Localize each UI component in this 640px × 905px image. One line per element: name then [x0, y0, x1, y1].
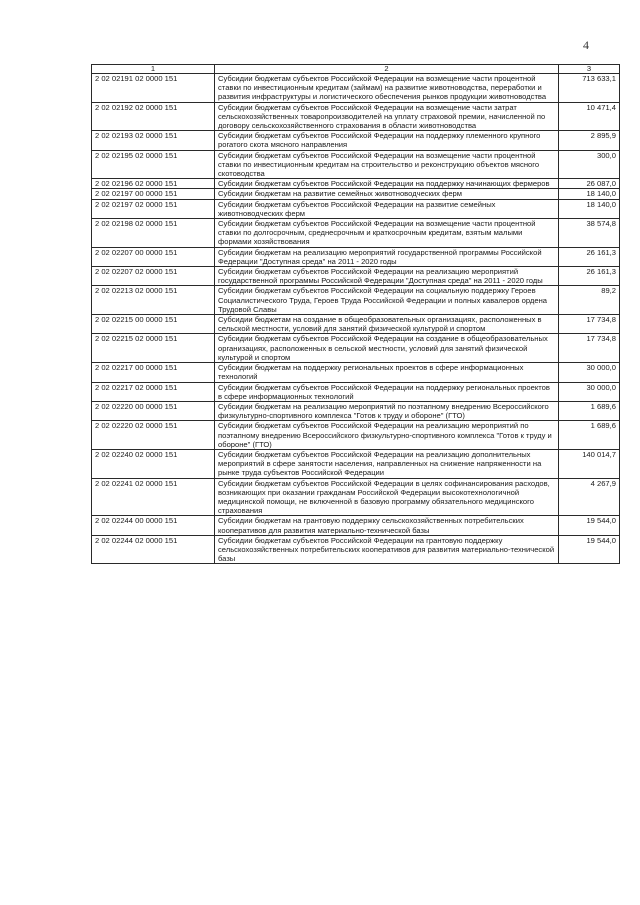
- table-row: [92, 267, 620, 286]
- budget-code-cell: 2 02 02207 00 0000 151: [92, 247, 215, 266]
- description-cell: Субсидии бюджетам субъектов Российской Федерации на поддержку племенного крупного рогатого скота мясного направления: [215, 131, 559, 150]
- amount-cell: 26 161,3: [559, 267, 620, 286]
- description-cell: Субсидии бюджетам субъектов Российской Федерации на социальную поддержку Героев Социалистического Труда, Героев Труда Российской Федерации и полных кавалеров ордена Трудовой Славы: [215, 286, 559, 315]
- column-header-code: 1: [92, 65, 215, 74]
- description-cell: Субсидии бюджетам субъектов Российской Федерации на поддержку начинающих фермеров: [215, 179, 559, 189]
- table-row: [92, 189, 620, 199]
- description-cell: Субсидии бюджетам субъектов Российской Федерации на возмещение части процентной ставки по инвестиционным кредитам (займам) на развитие животноводства, переработки и развития инфраструктуры и логистического обеспечения рынков продукции животноводства: [215, 74, 559, 103]
- table-row: [92, 449, 620, 478]
- amount-cell: 18 140,0: [559, 199, 620, 218]
- budget-code-cell: 2 02 02213 02 0000 151: [92, 286, 215, 315]
- amount-cell: 140 014,7: [559, 449, 620, 478]
- column-header-amount: 3: [559, 65, 620, 74]
- budget-code-cell: 2 02 02215 02 0000 151: [92, 334, 215, 363]
- header-row: [92, 65, 620, 74]
- table-row: [92, 363, 620, 382]
- table-row: [92, 179, 620, 189]
- budget-code-cell: 2 02 02220 02 0000 151: [92, 421, 215, 450]
- description-cell: Субсидии бюджетам субъектов Российской Федерации на развитие семейных животноводческих ферм: [215, 199, 559, 218]
- budget-code-cell: 2 02 02191 02 0000 151: [92, 74, 215, 103]
- description-cell: Субсидии бюджетам субъектов Российской Федерации на создание в общеобразовательных организациях, расположенных в сельской местности, условий для занятий физической культурой и спортом: [215, 334, 559, 363]
- amount-cell: 26 087,0: [559, 179, 620, 189]
- table-row: [92, 102, 620, 131]
- table-row: [92, 199, 620, 218]
- budget-code-cell: 2 02 02217 00 0000 151: [92, 363, 215, 382]
- description-cell: Субсидии бюджетам субъектов Российской Федерации на грантовую поддержку сельскохозяйственных потребительских кооперативов для развития материально-технической базы: [215, 535, 559, 564]
- description-cell: Субсидии бюджетам на грантовую поддержку сельскохозяйственных потребительских кооперативов для развития материально-технической базы: [215, 516, 559, 535]
- description-cell: Субсидии бюджетам на реализацию мероприятий по поэтапному внедрению Всероссийского физкультурно-спортивного комплекса "Готов к труду и обороне" (ГТО): [215, 401, 559, 420]
- amount-cell: 30 000,0: [559, 363, 620, 382]
- description-cell: Субсидии бюджетам субъектов Российской Федерации на реализацию мероприятий по поэтапному внедрению Всероссийского физкультурно-спортивного комплекса "Готов к труду и обороне" (ГТО): [215, 421, 559, 450]
- column-header-description: 2: [215, 65, 559, 74]
- budget-code-cell: 2 02 02244 02 0000 151: [92, 535, 215, 564]
- budget-code-cell: 2 02 02215 00 0000 151: [92, 315, 215, 334]
- amount-cell: 26 161,3: [559, 247, 620, 266]
- table-row: [92, 421, 620, 450]
- budget-income-table: [91, 64, 620, 564]
- budget-code-cell: 2 02 02240 02 0000 151: [92, 449, 215, 478]
- table-row: [92, 131, 620, 150]
- description-cell: Субсидии бюджетам на поддержку региональных проектов в сфере информационных технологий: [215, 363, 559, 382]
- table-row: [92, 247, 620, 266]
- table-body: [92, 74, 620, 564]
- amount-cell: 4 267,9: [559, 478, 620, 516]
- budget-code-cell: 2 02 02193 02 0000 151: [92, 131, 215, 150]
- budget-code-cell: 2 02 02195 02 0000 151: [92, 150, 215, 179]
- description-cell: Субсидии бюджетам на развитие семейных животноводческих ферм: [215, 189, 559, 199]
- description-cell: Субсидии бюджетам субъектов Российской Федерации на поддержку региональных проектов в сфере информационных технологий: [215, 382, 559, 401]
- table-row: [92, 315, 620, 334]
- table-row: [92, 516, 620, 535]
- description-cell: Субсидии бюджетам субъектов Российской Федерации на реализацию мероприятий государственной программы Российской Федерации "Доступная среда" на 2011 - 2020 годы: [215, 267, 559, 286]
- table-row: [92, 334, 620, 363]
- table-row: [92, 74, 620, 103]
- table-row: [92, 478, 620, 516]
- budget-code-cell: 2 02 02207 02 0000 151: [92, 267, 215, 286]
- amount-cell: 1 689,6: [559, 421, 620, 450]
- table-row: [92, 382, 620, 401]
- table-row: [92, 286, 620, 315]
- amount-cell: 30 000,0: [559, 382, 620, 401]
- amount-cell: 10 471,4: [559, 102, 620, 131]
- budget-code-cell: 2 02 02196 02 0000 151: [92, 179, 215, 189]
- budget-code-cell: 2 02 02197 00 0000 151: [92, 189, 215, 199]
- page-number: 4: [583, 38, 589, 52]
- table-row: [92, 219, 620, 248]
- budget-code-cell: 2 02 02198 02 0000 151: [92, 219, 215, 248]
- amount-cell: 2 895,9: [559, 131, 620, 150]
- description-cell: Субсидии бюджетам субъектов Российской Федерации на возмещение части процентной ставки по долгосрочным, среднесрочным и краткосрочным кредитам, взятым малыми формами хозяйствования: [215, 219, 559, 248]
- amount-cell: 18 140,0: [559, 189, 620, 199]
- budget-code-cell: 2 02 02220 00 0000 151: [92, 401, 215, 420]
- amount-cell: 713 633,1: [559, 74, 620, 103]
- table-row: [92, 535, 620, 564]
- amount-cell: 38 574,8: [559, 219, 620, 248]
- budget-code-cell: 2 02 02217 02 0000 151: [92, 382, 215, 401]
- amount-cell: 17 734,8: [559, 315, 620, 334]
- amount-cell: 1 689,6: [559, 401, 620, 420]
- description-cell: Субсидии бюджетам субъектов Российской Федерации на реализацию дополнительных мероприятий в сфере занятости населения, направленных на снижение напряженности на рынке труда субъектов Российской Федерации: [215, 449, 559, 478]
- description-cell: Субсидии бюджетам субъектов Российской Федерации в целях софинансирования расходов, возникающих при оказании гражданам Российской Федерации высокотехнологичной медицинской помощи, не включенной в базовую программу обязательного медицинского страхования: [215, 478, 559, 516]
- description-cell: Субсидии бюджетам субъектов Российской Федерации на возмещение части процентной ставки по инвестиционным кредитам на строительство и реконструкцию объектов мясного скотоводства: [215, 150, 559, 179]
- amount-cell: 19 544,0: [559, 535, 620, 564]
- description-cell: Субсидии бюджетам на создание в общеобразовательных организациях, расположенных в сельской местности, условий для занятий физической культурой и спортом: [215, 315, 559, 334]
- description-cell: Субсидии бюджетам на реализацию мероприятий государственной программы Российской Федерации "Доступная среда" на 2011 - 2020 годы: [215, 247, 559, 266]
- table-header: [92, 65, 620, 74]
- table-row: [92, 150, 620, 179]
- budget-code-cell: 2 02 02197 02 0000 151: [92, 199, 215, 218]
- amount-cell: 17 734,8: [559, 334, 620, 363]
- description-cell: Субсидии бюджетам субъектов Российской Федерации на возмещение части затрат сельскохозяйственных товаропроизводителей на уплату страховой премии, начисленной по договору сельскохозяйственного страхования в области животноводства: [215, 102, 559, 131]
- amount-cell: 19 544,0: [559, 516, 620, 535]
- amount-cell: 300,0: [559, 150, 620, 179]
- budget-code-cell: 2 02 02241 02 0000 151: [92, 478, 215, 516]
- amount-cell: 89,2: [559, 286, 620, 315]
- budget-code-cell: 2 02 02244 00 0000 151: [92, 516, 215, 535]
- budget-code-cell: 2 02 02192 02 0000 151: [92, 102, 215, 131]
- table-row: [92, 401, 620, 420]
